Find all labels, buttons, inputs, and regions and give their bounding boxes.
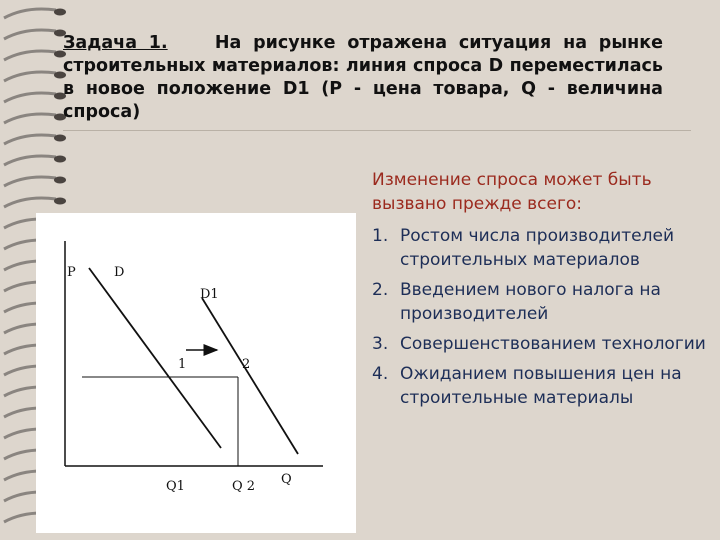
spiral-ring — [4, 114, 66, 124]
spiral-ring — [4, 156, 66, 166]
spiral-ring — [4, 93, 66, 103]
question-intro: Изменение спроса может быть вызвано прежде всего: — [372, 170, 652, 214]
demand-line-d1 — [202, 298, 298, 454]
option-number: 3. — [372, 334, 389, 354]
divider-line — [63, 130, 691, 131]
option-text: Совершенствованием технологии — [400, 334, 706, 354]
q-axis-label: Q — [281, 472, 292, 487]
option-text: Ростом числа производителей строительных материалов — [400, 226, 675, 270]
point-1-label: 1 — [178, 357, 187, 372]
spiral-ring — [4, 9, 66, 19]
problem-statement — [63, 32, 663, 124]
option-number: 4. — [372, 364, 389, 384]
task-text: На рисунке отражена ситуация на рынке строительных материалов: линия спроса D переместилась в новое положение D1 (Р - цена товара, Q - величина спроса) — [63, 33, 663, 122]
spiral-ring — [4, 177, 66, 187]
option-number: 1. — [372, 226, 389, 246]
spiral-ring — [4, 135, 66, 145]
point-2-label: 2 — [242, 357, 251, 372]
option-text: Введением нового налога на производителей — [400, 280, 661, 324]
spiral-ring — [4, 198, 66, 208]
spiral-ring — [4, 51, 66, 61]
p-axis-label: P — [67, 265, 76, 280]
question-block — [372, 168, 712, 416]
d1-label: D1 — [200, 287, 219, 302]
option-3 — [372, 332, 712, 356]
spiral-ring — [4, 30, 66, 40]
task-label: Задача 1. — [63, 33, 168, 53]
supply-demand-graph — [36, 213, 356, 533]
d-label: D — [114, 265, 125, 280]
option-1 — [372, 224, 712, 272]
options-list — [372, 224, 712, 410]
option-number: 2. — [372, 280, 389, 300]
option-2 — [372, 278, 712, 326]
spiral-ring — [4, 72, 66, 82]
option-4 — [372, 362, 712, 410]
q1-label: Q1 — [166, 479, 185, 494]
q2-label: Q 2 — [232, 479, 256, 494]
option-text: Ожиданием повышения цен на строительные материалы — [400, 364, 682, 408]
